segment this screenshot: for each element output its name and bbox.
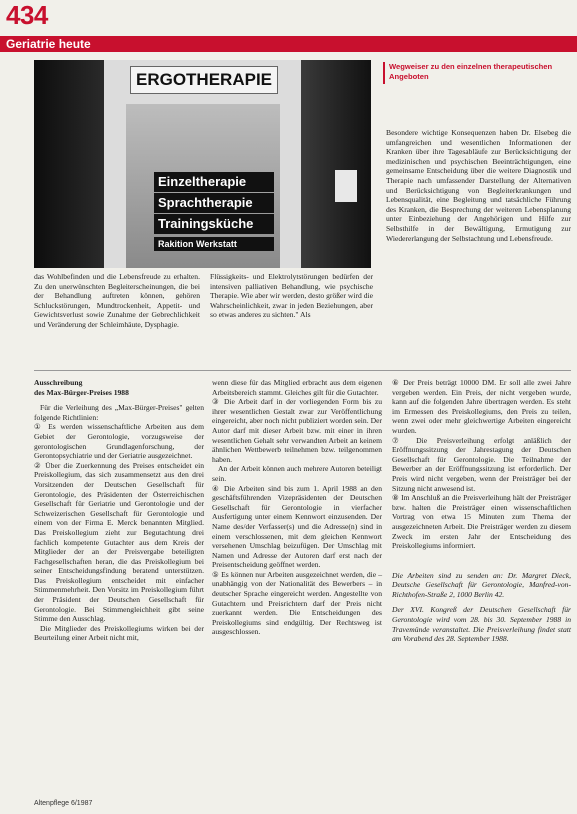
paragraph: ⑧ Im Anschluß an die Preisverleihung hält der Preisträger bzw. halten die Preisträger einen wissenschaftlichen Vortrag von etwa 15 Minuten zum Thema der ausgezeichneten Arbeit. Die Preisträger werden zu diesem Zweck im ersten Jahr der Entscheidung des Preiskollegiums informiert.	[392, 493, 571, 551]
heading-line: Ausschreibung	[34, 378, 83, 387]
section-title: Geriatrie heute	[6, 37, 91, 51]
paragraph: ⑤ Es können nur Arbeiten ausgezeichnet werden, die – unabhängig von der Nationalität des Bewerbers – in deutscher Sprache eingereicht werden. Angestellte von Gutachtern und Preisrichtern darf der Preis nicht zuerkannt werden. Die Entscheidungen des Preiskollegiums sind endgültig. Der Rechtsweg ist ausgeschlossen.	[212, 569, 382, 637]
photo-plaque: Sprachtherapie	[154, 193, 274, 213]
paragraph: ⑥ Der Preis beträgt 10000 DM. Er soll alle zwei Jahre vergeben werden. Ein Preis, der nicht vergeben wurde, kann auf die folgenden Jahre übertragen werden. Es steht im Ermessen des Preiskollegiums, den Preis zu teilen, wenn zwei oder mehr gleichwertige Arbeiten eingereicht wurden.	[392, 378, 571, 435]
announcement-heading	[34, 378, 204, 397]
paragraph: wenn diese für das Mitglied erbracht aus dem eigenen Arbeitsbereich stammt. Gleiches gilt für die Gutachter.	[212, 378, 382, 397]
top-text-column-3	[386, 128, 571, 243]
paragraph: ④ Die Arbeiten sind bis zum 1. April 1988 an den geschäftsführenden Vizepräsidenten der Deutschen Gesellschaft für Gerontologie in vierfacher Ausfertigung unter einem Kennwort einzusenden. Der Name des/der Verfasser(s) und die Adresse(n) sind in einem verschlossenen, mit dem gleichen Kennwort versehenen Umschlag beizufügen. Der Umschlag mit Namen und Adresse der Autoren darf erst nach der Preisentscheidung geöffnet werden.	[212, 483, 382, 570]
paragraph: An der Arbeit können auch mehrere Autoren beteiligt sein.	[212, 464, 382, 483]
top-text-column-2	[210, 272, 373, 320]
page-number: 434	[6, 0, 48, 30]
caption-text: Wegweiser zu den einzelnen therapeutischen Angeboten	[389, 62, 553, 81]
photo-door	[34, 60, 104, 268]
paragraph: Besondere wichtige Konsequenzen haben Dr. Elsebeg die umfangreichen und wesentlichen Informationen der Kranken über ihre Tagesabläufe zur Berücksichtigung der medizinischen und psychischen Beeinträchtigungen, eine gemeinsame Entscheidung über die weitere Diagnostik und Therapie nach umfassender Darstellung der Alternativen und Berücksichtigung von Begleiterkrankungen und Lebensqualität, eine Begleitung und tatsächliche Führung des Kranken, die Besprechung der weiteren Lebensplanung unter Einbeziehung der Angehörigen und Hilfe zur Selbsthilfe in der Bewältigung, Ermutigung zur Wiedererlangung der Selbstachtung und Lebensfreude.	[386, 128, 571, 243]
heading-line: des Max-Bürger-Preises 1988	[34, 387, 129, 397]
address-paragraph: Der XVI. Kongreß der Deutschen Gesellschaft für Gerontologie wird vom 28. bis 30. September 1988 in Travemünde veranstaltet. Die Preisverleihung findet statt am Vorabend des 28. September 1988.	[392, 605, 571, 644]
photo-caption	[383, 62, 577, 82]
announcement-column-3	[392, 378, 571, 644]
paragraph: ① Es werden wissenschaftliche Arbeiten aus dem Gebiet der Gerontologie, vorzugsweise der gerontologischen Grundlagenforschung, der Gerontopsychiatrie und der Geriatrie ausgezeichnet.	[34, 422, 204, 461]
paragraph: Die Mitglieder des Preiskollegiums wirken bei der Beurteilung einer Arbeit nicht mit,	[34, 623, 204, 643]
photo-sign-main: ERGOTHERAPIE	[130, 66, 278, 94]
paragraph: Für die Verleihung des „Max-Bürger-Preises" gelten folgende Richtlinien:	[34, 403, 204, 422]
photo-plaque: Einzeltherapie	[154, 172, 274, 192]
paragraph: ③ Die Arbeit darf in der vorliegenden Form bis zu ihrer wesentlichen Gestalt zwar zur Veröffentlichung eingereicht, aber noch nicht publiziert worden sein. Der Autor darf mit dieser Arbeit bzw. mit einer in ihren wesentlichen Gehalt sehr verwandten Arbeit an keinem ähnlichen Wettbewerb teilnehmen bzw. teilgenommen haben.	[212, 397, 382, 464]
paragraph: Flüssigkeits- und Elektrolytstörungen bedürfen der intensiven palliativen Behandlung, wie psychische Therapie. Wie aber wir werden, desto größer wird die Wahrscheinlichkeit, zwar in jeden Beziehungen, aber so etwas anderes zu sichten." Als	[210, 272, 373, 320]
photo-wall	[301, 60, 371, 268]
paragraph: das Wohlbefinden und die Lebensfreude zu erhalten. Zu den unerwünschten Begleiterscheinungen, die bei der Behandlung auftreten können, gehören Schluckstörungen, Mundtrockenheit, Appetit- und Gewichtsverlust sowie Zunahme der Gebrechlichkeit und Veränderung der Schleimhäute, Dysphagie.	[34, 272, 200, 329]
announcement-column-2	[212, 378, 382, 637]
announcement-column-1	[34, 378, 204, 643]
section-divider	[34, 370, 571, 371]
paragraph: ⑦ Die Preisverleihung erfolgt anläßlich der Eröffnungssitzung der Jahrestagung der Deutschen Gesellschaft für Gerontologie. Die Teilnahme der Bewerber an der Eröffnungssitzung ist erforderlich. Der Preis wird nicht vergeben, wenn der Preisträger bei der Sitzung nicht anwesend ist.	[392, 435, 571, 493]
address-paragraph: Die Arbeiten sind zu senden an: Dr. Margret Dieck, Deutsche Gesellschaft für Gerontologie, Manfred-von-Richthofen-Straße 2, 1000 Berlin 42.	[392, 570, 571, 599]
footer-journal: Altenpflege 6/1987	[34, 800, 93, 807]
photo-plaque: Trainingsküche	[154, 214, 274, 234]
top-text-column-1	[34, 272, 200, 330]
photo-ergotherapie	[34, 60, 371, 268]
photo-plaque: Rakition Werkstatt	[154, 237, 274, 251]
paragraph: ② Über die Zuerkennung des Preises entscheidet ein Preiskollegium, das sich zusammensetzt aus den drei Vorsitzenden der Deutschen Gesellschaft für Gerontologie, des Präsidenten der Österreichischen Gesellschaft für Geriatrie und Gerontologie und der Schweizerischen Gesellschaft für Gerontologie und einem von der Firma E. Merck benannten Mitglied. Das Preiskollegium zieht zur Begutachtung drei fachlich kompetente Gutachter aus dem Kreis der Mitglieder der an der Preisvergabe beteiligten Fachgesellschaften heran, die das Preiskollegium bei seiner Entscheidungsfindung beratend unterstützen. Das Preiskollegium entscheidet mit einfacher Stimmenmehrheit. Den Vorsitz im Preiskollegium führt der Präsident der Deutschen Gesellschaft für Gerontologie. Bei Stimmengleichheit gibt seine Stimme den Ausschlag.	[34, 460, 204, 624]
photo-notice	[335, 170, 357, 202]
